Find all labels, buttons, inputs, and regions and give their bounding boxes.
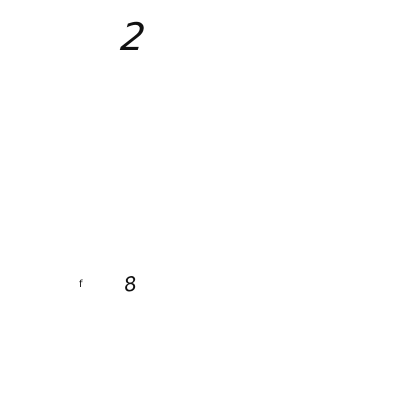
small-letter-f: f: [79, 279, 83, 290]
handwritten-digit-two: 2: [118, 15, 148, 59]
handwritten-digit-eight: 8: [122, 271, 139, 297]
